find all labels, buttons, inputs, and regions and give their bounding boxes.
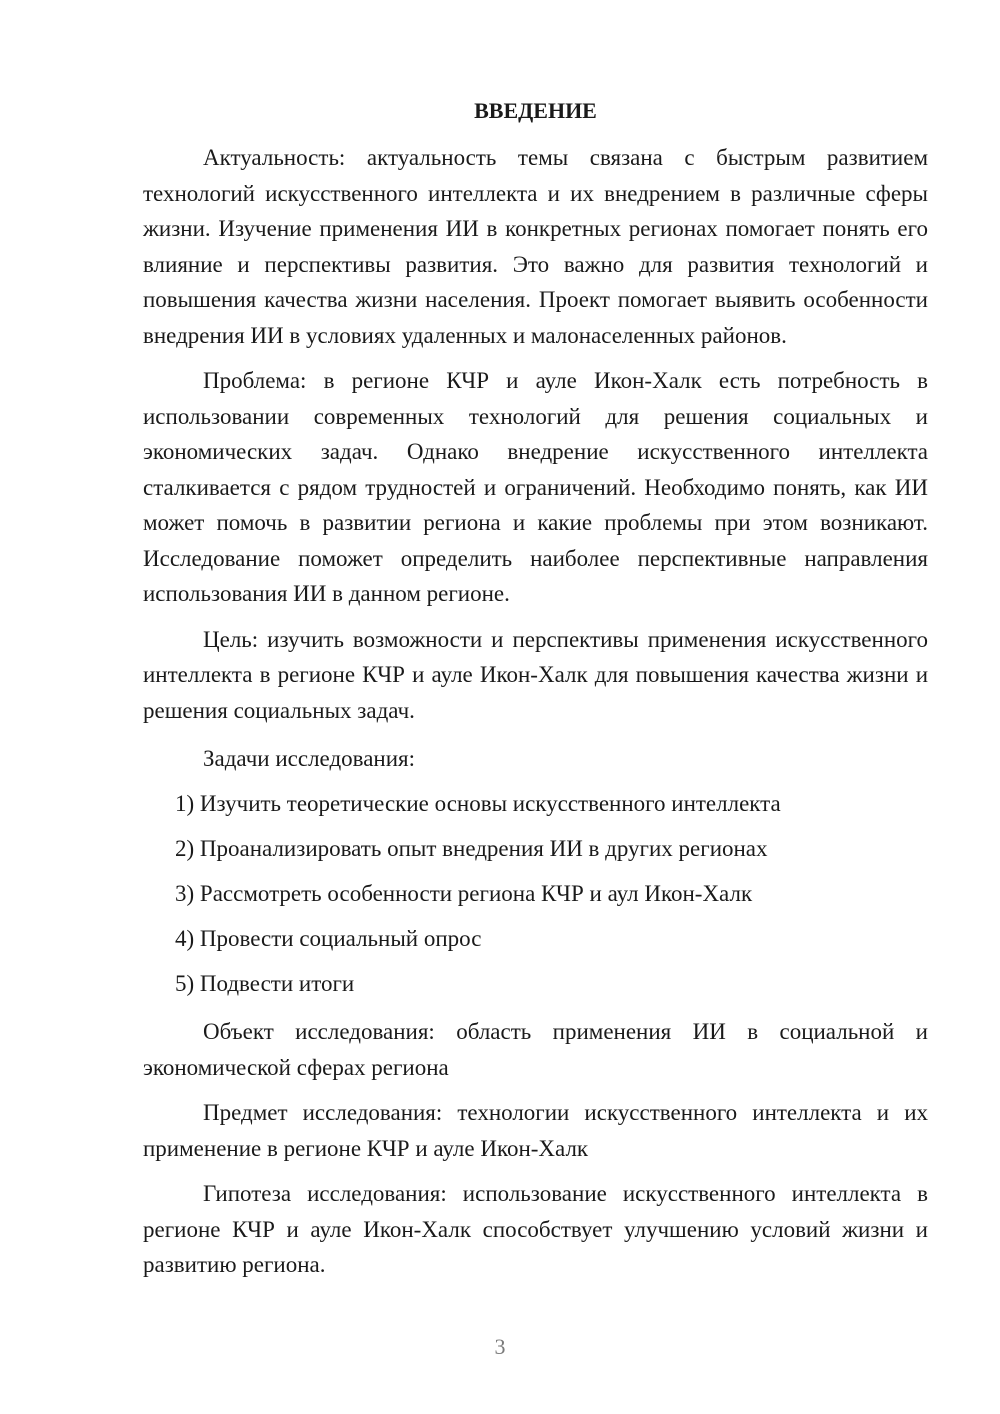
page-number: 3 — [494, 1334, 506, 1359]
paragraph-goal: Цель: изучить возможности и перспективы применения искусственного интеллекта в регионе КЧР и ауле Икон-Халк для повышения качества жизни и решения социальных задач. — [143, 626, 928, 723]
paragraph-hypothesis: Гипотеза исследования: использование искусственного интеллекта в регионе КЧР и ауле Икон-Халк способствует улучшению условий жизни и развитию региона. — [143, 1181, 928, 1277]
task-item-5: 5) Подвести итоги — [175, 971, 355, 996]
task-item-4: 4) Провести социальный опрос — [175, 926, 482, 951]
paragraph-problem: Проблема: в регионе КЧР и ауле Икон-Халк есть потребность в использовании современных технологий для решения социальных и экономических задач. Однако внедрение искусственного интеллекта сталкивается с рядом трудностей и ограничений. Необходимо понять, как ИИ может помочь в развитии региона и какие проблемы при этом возникают. Исследование поможет определить наиболее перспективные направления использования ИИ в данном регионе. — [143, 368, 928, 606]
section-title: ВВЕДЕНИЕ — [474, 98, 597, 123]
task-item-2: 2) Проанализировать опыт внедрения ИИ в других регионах — [175, 836, 768, 861]
task-item-1: 1) Изучить теоретические основы искусственного интеллекта — [175, 791, 781, 816]
tasks-heading: Задачи исследования: — [203, 746, 416, 771]
paragraph-object: Объект исследования: область применения ИИ в социальной и экономической сферах региона — [143, 1019, 928, 1080]
page-content — [143, 96, 928, 1293]
task-item-3: 3) Рассмотреть особенности региона КЧР и аул Икон-Халк — [175, 881, 753, 906]
paragraph-subject: Предмет исследования: технологии искусственного интеллекта и их применение в регионе КЧР и ауле Икон-Халк — [143, 1100, 928, 1161]
paragraph-relevance: Актуальность: актуальность темы связана с быстрым развитием технологий искусственного интеллекта и их внедрением в различные сферы жизни. Изучение применения ИИ в конкретных регионах помогает понять его влияние и перспективы развития. Это важно для развития технологий и повышения качества жизни населения. Проект помогает выявить особенности внедрения ИИ в условиях удаленных и малонаселенных районов. — [143, 145, 928, 348]
